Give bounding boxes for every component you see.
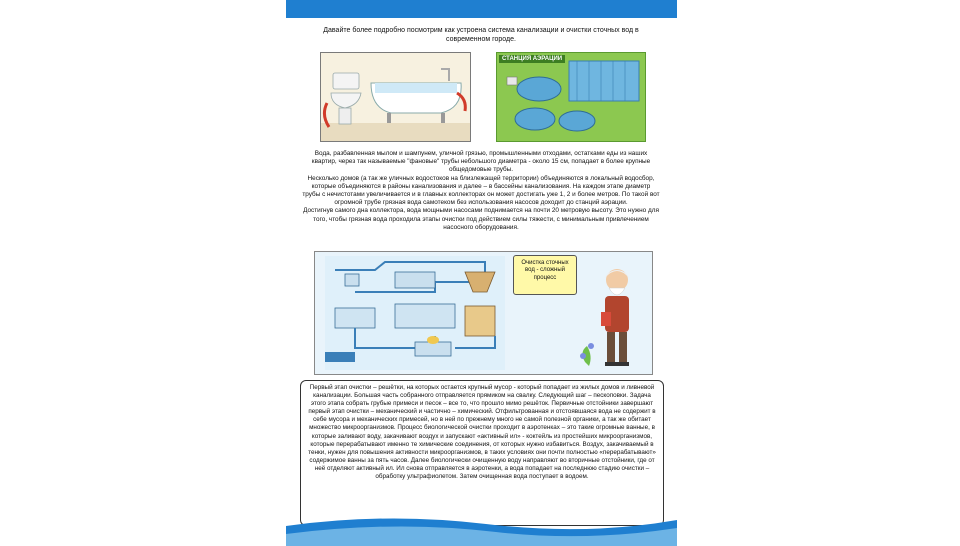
intro-text: Давайте более подробно посмотрим как устроена система канализации и очистки сточных вод в современном городе. — [323, 27, 639, 43]
page — [286, 0, 677, 546]
bottom-text: Первый этап очистки – решётки, на которых остается крупный мусор - который попадает из жилых домов и ливневой канализации. Большая часть собранного отправляется прямиком на свалку. Следующий шаг – пескоповки. Задача этого этапа собрать грубые примеси и песок – все то, что прошло мимо решёток. Первичные отстойники завершают первый этап очистки – механический и частично – химический. Отфильтрованная и отстоявшаяся вода не содержит в себе мусора и механических примесей, но в ней по прежнему много не самой полезной органики, а так же обитает множество микроорганизмов. Процесс биологической очистки проходит в аэротенках – это такие огромные ванные, в которые заливают воду, закачивают воздух и запускают «активный ил» - коктейль из простейших микроорганизмов, которые перерабатывают именно те химические соединения, от которых нужно избавиться. Воздух, закачиваемый в тенки, нужен для повышения активности микроорганизмов, в таких условиях они почти полностью «перерабатывают» содержимое ванны за пять часов. Далее биологически очищенную воду направляют во вторичные отстойники, где от неё отделяют активный ил. Ил снова отправляется в аэротенки, а вода попадает на последнюю стадию очистки – обработку ультрафиолетом. Затем очищенная вода поступает в водоем. — [308, 384, 656, 481]
paragraph-1: Вода, разбавленная мылом и шампунем, уличной грязью, промышленными отходами, остатками еды из наших квартир, через так называемые "фановые" трубы небольшого диаметра - около 15 см, попадает в более крупные общедомовые трубы. — [311, 150, 651, 174]
top-bar — [286, 0, 677, 18]
middle-text — [302, 150, 660, 232]
treatment-diagram — [314, 251, 653, 375]
aeration-label: СТАНЦИЯ АЭРАЦИИ — [499, 55, 565, 63]
professor-illustration — [575, 262, 651, 372]
speech-bubble: Очистка сточных вод - сложный процесс — [513, 255, 577, 295]
bottom-wave — [286, 506, 677, 546]
bathroom-illustration — [320, 52, 471, 142]
paragraph-2: Несколько домов (а так же уличных водостоков на близлежащей территории) объединяются в локальный водосбор, которые объединяются в районы канализования и далее – в бассейны канализования. На каждом этапе диаметр трубы с нечистотами увеличивается и в главных коллекторах он может достигать уже 1, 2 и более метров. По такой вот огромной трубе грязная вода самотеком без использования насосов доходит до станций аэрации. — [302, 174, 660, 207]
aeration-station-illustration — [496, 52, 646, 142]
bottom-text-box — [300, 380, 664, 526]
paragraph-3: Достигнув самого дна коллектора, вода мощными насосами поднимается на почти 20 метровую высоту. Это нужно для того, чтобы грязная вода проходила этапы очистки под действием силы тяжести, с минимальным привлечением насосного оборудования. — [303, 207, 659, 231]
